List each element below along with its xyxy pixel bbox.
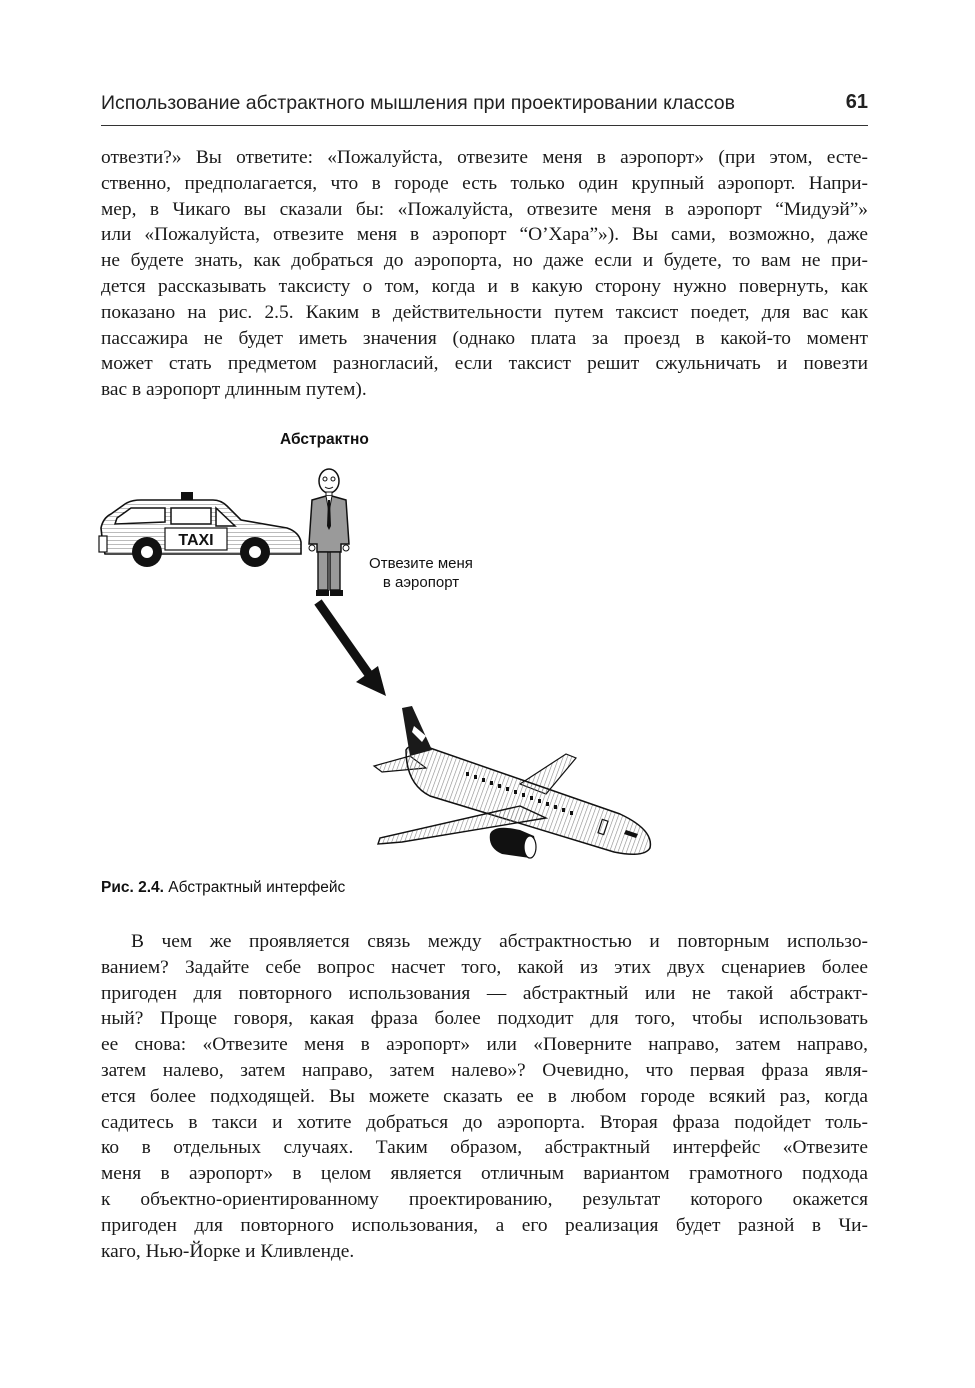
taxi-sign-text: TAXI (178, 532, 214, 549)
text-line: вас в аэропорт длинным путем). (101, 379, 367, 401)
figure-caption (101, 879, 345, 897)
text-line: к объектно-ориентированному проектированию, результат которого окажется (101, 1188, 868, 1210)
text-line: меня в аэропорт» в целом является отличным вариантом грамотного подхода (101, 1163, 868, 1185)
text-line: пассажира не будет иметь значения (однако плата за проезд в какой-то момент (101, 327, 868, 349)
page-number: 61 (845, 91, 868, 113)
text-line: ется более подходящей. Вы можете сказать ее в любом городе всякий раз, когда (101, 1085, 868, 1107)
passenger-head (319, 469, 339, 493)
caption-label: Рис. 2.4. (101, 879, 164, 896)
passenger-illustration (305, 466, 353, 601)
airplane-engine (490, 828, 536, 858)
airplane-illustration (370, 702, 660, 868)
text-line: ванием? Задайте себе вопрос насчет того, какой из этих двух сценариев более (101, 956, 868, 978)
speech-line: в аэропорт (382, 574, 460, 591)
caption-text: Абстрактный интерфейс (163, 879, 346, 896)
text-line: ственно, предполагается, что в городе есть только один крупный аэропорт. Напри- (101, 172, 868, 194)
chapter-title: Использование абстрактного мышления при проектировании классов (101, 92, 736, 114)
text-line: дется рассказывать таксисту о том, когда и в какую сторону нужно повернуть, как (101, 275, 868, 297)
text-line: ее снова: «Отвезите меня в аэропорт» или «Поверните направо, затем направо, (101, 1034, 868, 1056)
body-paragraph-2 (101, 929, 868, 1264)
speech-line: Отвезите меня (369, 555, 473, 572)
arrow-icon (310, 596, 390, 698)
text-line: не будете знать, как добраться до аэропорта, но даже если и будете, то вам не при- (101, 250, 868, 272)
text-line: показано на рис. 2.5. Каким в действительности путем таксист поедет, для вас как (101, 301, 868, 323)
text-line: ный? Проще говоря, какая фраза более подходит для того, чтобы использовать (101, 1008, 868, 1030)
text-line: затем налево, затем направо, затем налево»? Очевидно, что первая фраза явля- (101, 1059, 868, 1081)
text-line: пригоден для повторного использования, а его реализация будет разной в Чи- (101, 1214, 868, 1236)
text-line: мер, в Чикаго вы сказали бы: «Пожалуйста, отвезите меня в аэропорт “Мидуэй”» (101, 198, 868, 220)
text-line: садитесь в такси и хотите добраться до аэропорта. Вторая фраза подойдет толь- (101, 1111, 868, 1133)
text-line: пригоден для повторного использования — абстрактный или не такой абстракт- (101, 982, 868, 1004)
text-line: ко в отдельных случаях. Таким образом, абстрактный интерфейс «Отвезите (101, 1137, 868, 1159)
text-line: В чем же проявляется связь между абстрактностью и повторным использо- (131, 931, 868, 952)
taxi-wheel (240, 537, 270, 567)
taxi-wheel (132, 537, 162, 567)
speech-text (361, 554, 481, 592)
text-line: или «Пожалуйста, отвезите меня в аэропорт “О’Хара”»). Вы сами, возможно, даже (101, 224, 868, 246)
header-rule (101, 125, 868, 126)
taxi-roof-sign (181, 492, 193, 500)
figure-heading: Абстрактно (280, 431, 369, 448)
text-line: отвезти?» Вы ответите: «Пожалуйста, отвезите меня в аэропорт» (при этом, есте- (101, 147, 868, 168)
text-line: каго, Нью-Йорке и Кливленде. (101, 1240, 355, 1262)
text-line: может стать предметом разногласий, если таксист решит сжульничать и повезти (101, 353, 868, 375)
taxi-illustration (95, 488, 305, 570)
body-paragraph-1 (101, 145, 868, 403)
